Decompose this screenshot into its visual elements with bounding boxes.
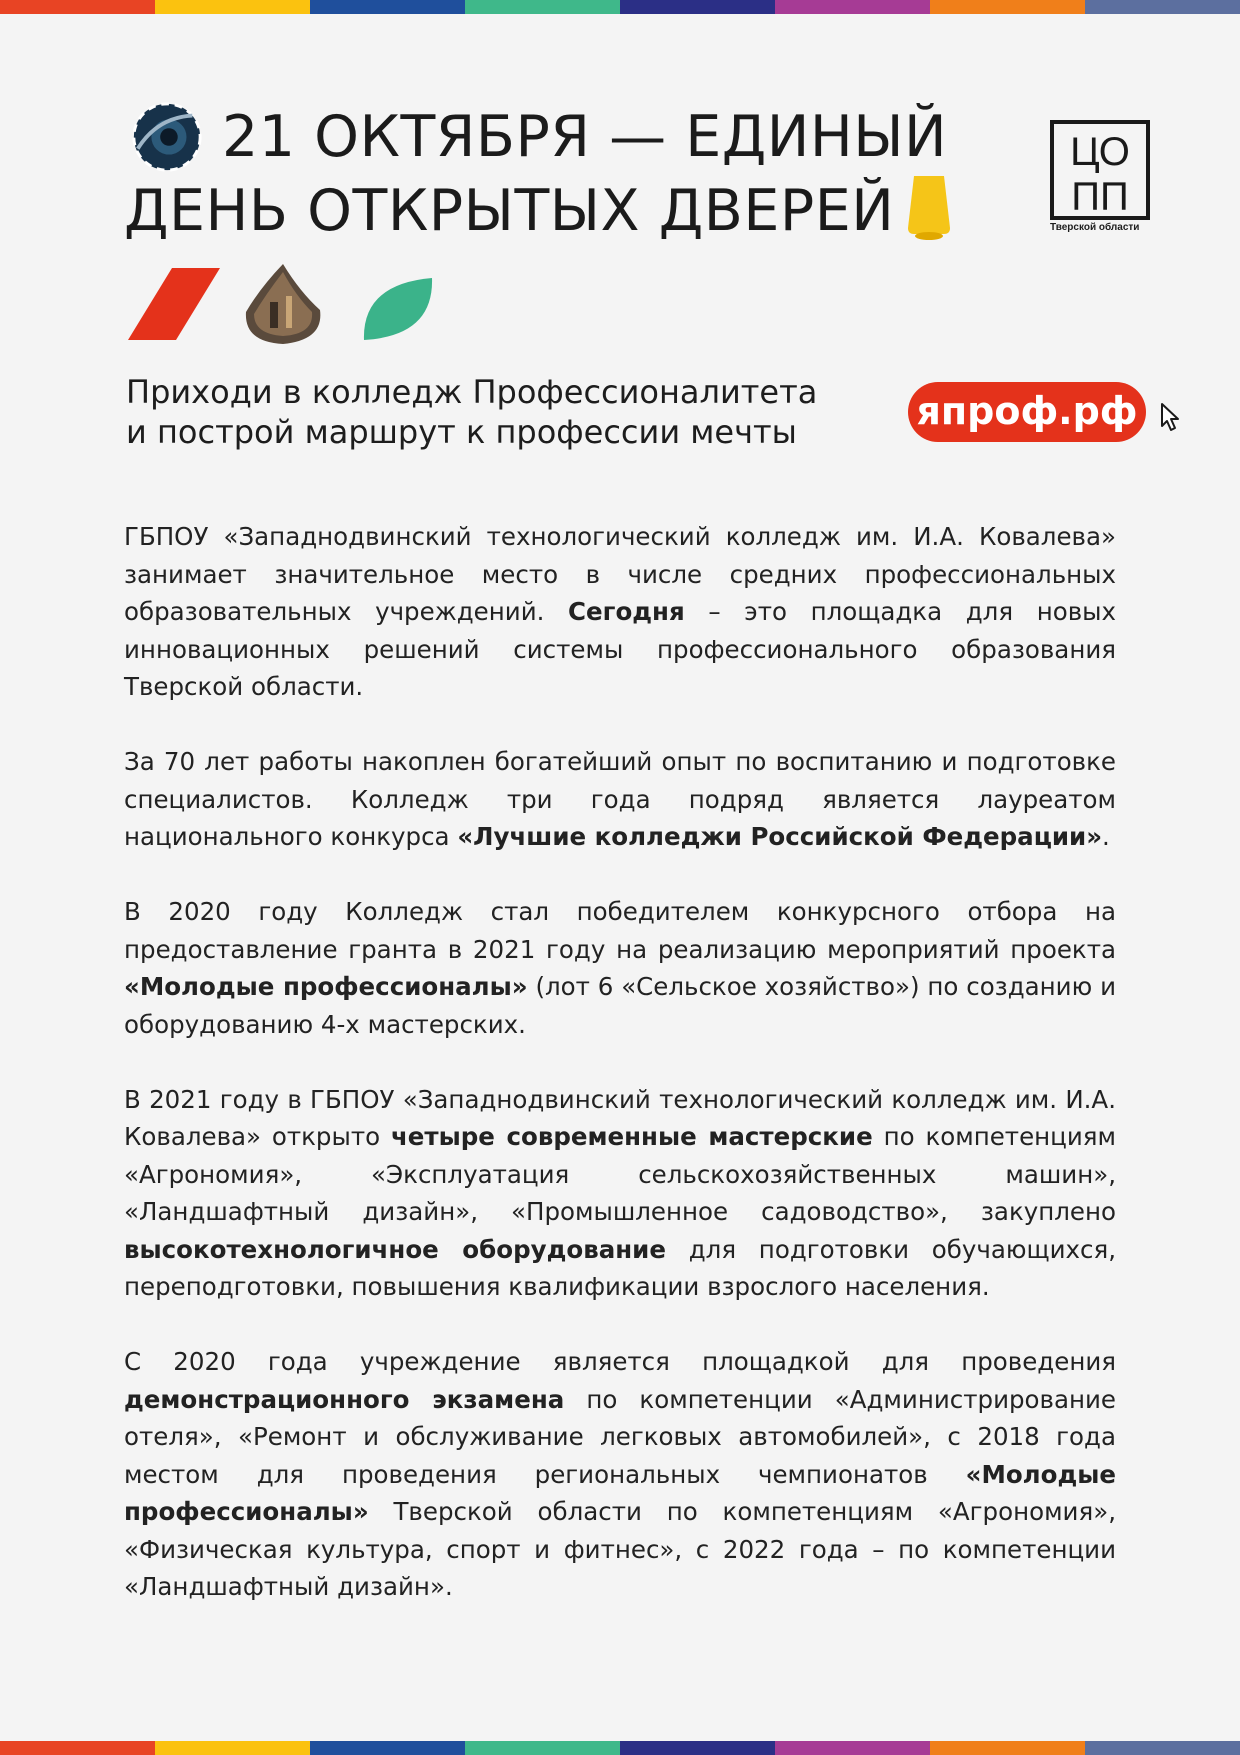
top-color-stripe (0, 0, 1240, 14)
p1-text-c: – это площадка для новых инновационных решений системы профессионального образования Тверской области. (124, 597, 1116, 701)
subtitle (126, 372, 886, 452)
p2-text-c: . (1102, 822, 1110, 851)
p4-text-a: В 2021 году в ГБПОУ «Западнодвинский технологический колледж им. И.А. Ковалева» открыто (124, 1084, 1116, 1151)
logo-caption: Тверской области (1050, 222, 1140, 233)
p2-bold-b: «Лучшие колледжи Российской Федерации» (457, 822, 1103, 851)
logo-letters-bottom: ПП (1071, 175, 1129, 219)
body-text (124, 518, 1116, 1643)
page-title (124, 100, 984, 248)
p3-bold-b: «Молодые профессионалы» (124, 972, 528, 1001)
p4-bold-d: высокотехнологичное оборудование (124, 1234, 666, 1264)
paragraph-5 (124, 1343, 1116, 1606)
p3-text-a: В 2020 году Колледж стал победителем конкурсного отбора на предоставление гранта в 2021 году на реализацию мероприятий проекта (124, 897, 1116, 964)
paragraph-1 (124, 518, 1116, 706)
paragraph-4 (124, 1081, 1116, 1306)
cursor-icon (1160, 402, 1182, 432)
p3-text-c: (лот 6 «Сельское хозяйство») по созданию и оборудованию 4-х мастерских. (124, 972, 1116, 1039)
p5-bold-b: демонстрационного экзамена (124, 1384, 565, 1414)
bottom-color-stripe (0, 1741, 1240, 1755)
p4-text-e: для подготовки обучающихся, переподготовки, повышения квалификации взрослого населения. (124, 1234, 1117, 1301)
photo-drop-icon (240, 262, 326, 346)
p4-bold-b: четыре современные мастерские (390, 1122, 873, 1151)
p5-text-a: С 2020 года учреждение является площадкой для проведения (124, 1347, 1116, 1376)
copp-logo (1050, 120, 1150, 233)
p5-text-c: по компетенции «Администрирование отеля», «Ремонт и обслуживание легковых автомобилей», с 2018 года местом для проведения региональных чемпионатов (124, 1384, 1116, 1489)
p1-text-a: ГБПОУ «Западнодвинский технологический колледж им. И.А. Ковалева» занимает значительное место в числе средних профессиональных образовательных учреждений. (124, 522, 1116, 626)
subtitle-line-1: Приходи в колледж Профессионалитета (126, 373, 818, 411)
p5-text-e: Тверской области по компетенциям «Агрономия», «Физическая культура, спорт и фитнес», с 2022 года – по компетенции «Ландшафтный дизайн». (124, 1497, 1116, 1601)
p5-bold-d: «Молодые профессионалы» (124, 1459, 1116, 1526)
red-parallelogram-icon (128, 266, 220, 342)
paragraph-2 (124, 743, 1116, 856)
logo-letters-top: ЦО (1070, 130, 1130, 174)
green-leaf-icon (362, 276, 434, 342)
copp-logo-mark (1050, 120, 1150, 220)
title-line-1: 21 ОКТЯБРЯ — ЕДИНЫЙ (222, 104, 948, 170)
bell-icon (900, 172, 958, 242)
p1-bold-b: Сегодня (568, 597, 685, 626)
subtitle-line-2: и построй маршрут к профессии мечты (126, 413, 797, 451)
p2-text-a: За 70 лет работы накоплен богатейший опыт по воспитанию и подготовке специалистов. Колледж три года подряд является лауреатом национального конкурса (124, 747, 1116, 851)
site-link-badge[interactable]: япроф.рф (908, 382, 1146, 442)
title-line-2: ДЕНЬ ОТКРЫТЫХ ДВЕРЕЙ (124, 178, 895, 244)
p4-text-c: по компетенциям «Агрономия», «Эксплуатация сельскохозяйственных машин», «Ландшафтный дизайн», «Промышленное садоводство», закуплено (124, 1122, 1116, 1226)
paragraph-3 (124, 893, 1116, 1043)
